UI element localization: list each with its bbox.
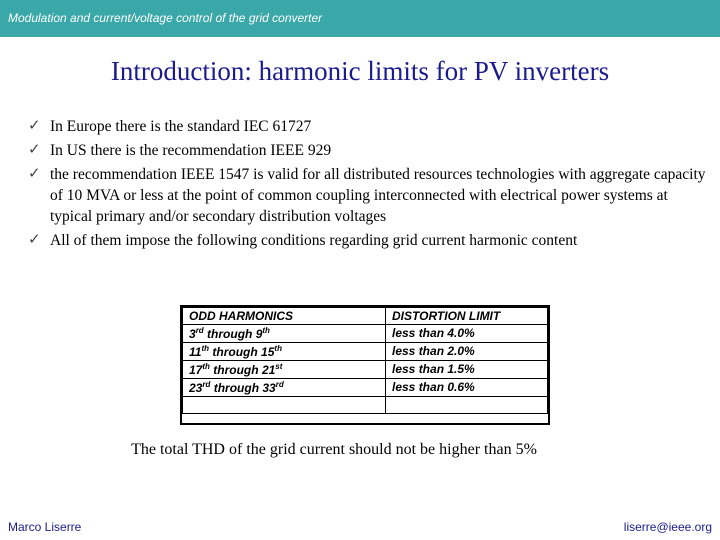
table-header-row xyxy=(183,308,548,325)
list-item xyxy=(28,140,708,161)
footer-author: Marco Liserre xyxy=(8,520,82,534)
bullet-text: In US there is the recommendation IEEE 929 xyxy=(50,142,332,159)
harmonic-range: 3rd through 9th xyxy=(183,325,386,343)
checkmark-icon: ✓ xyxy=(28,166,41,182)
bullet-text: the recommendation IEEE 1547 is valid for all distributed resources technologies with aggregate capacity of 10 MVA or less at the point of common coupling interconnected with electrical power systems at typical primary and/or secondary distribution voltages xyxy=(50,166,706,225)
bullet-list xyxy=(28,116,708,254)
distortion-limit: less than 0.6% xyxy=(386,379,548,397)
distortion-limit: less than 4.0% xyxy=(386,325,548,343)
harmonic-range: 17th through 21st xyxy=(183,361,386,379)
checkmark-icon: ✓ xyxy=(28,232,41,248)
list-item xyxy=(28,116,708,137)
table-row-empty xyxy=(183,397,548,414)
table-row xyxy=(183,361,548,379)
empty-cell xyxy=(183,397,386,414)
header-banner: Modulation and current/voltage control of the grid converter xyxy=(0,0,720,37)
thd-caption: The total THD of the grid current should not be higher than 5% xyxy=(131,441,537,458)
checkmark-icon: ✓ xyxy=(28,142,41,158)
harmonics-table-container xyxy=(180,305,550,425)
bullet-text: In Europe there is the standard IEC 61727 xyxy=(50,118,312,135)
distortion-limit: less than 2.0% xyxy=(386,343,548,361)
checkmark-icon: ✓ xyxy=(28,118,41,134)
footer-email[interactable]: liserre@ieee.org xyxy=(623,520,712,534)
table-row xyxy=(183,343,548,361)
harmonics-table xyxy=(182,307,548,414)
harmonic-range: 11th through 15th xyxy=(183,343,386,361)
table-row xyxy=(183,379,548,397)
distortion-limit: less than 1.5% xyxy=(386,361,548,379)
slide-title: Introduction: harmonic limits for PV inverters xyxy=(110,56,610,86)
header-distortion-limit: DISTORTION LIMIT xyxy=(386,308,548,325)
list-item xyxy=(28,164,708,227)
table-row xyxy=(183,325,548,343)
header-odd-harmonics: ODD HARMONICS xyxy=(183,308,386,325)
list-item xyxy=(28,230,708,251)
harmonic-range: 23rd through 33rd xyxy=(183,379,386,397)
bullet-text: All of them impose the following conditions regarding grid current harmonic content xyxy=(50,232,578,249)
empty-cell xyxy=(386,397,548,414)
